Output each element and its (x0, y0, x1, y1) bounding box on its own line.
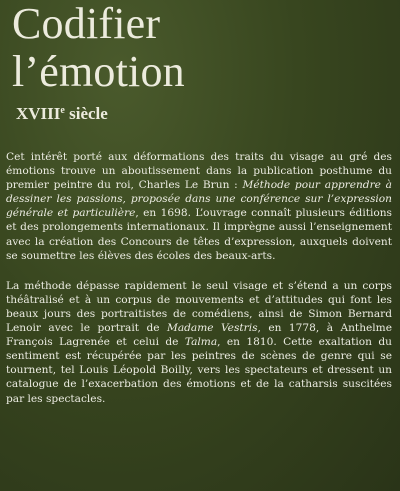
paragraph-2-text-a: La méthode dépasse rapidement le seul visage et s’étend a un corps théâtralisé et à un corpus de mouvements et d’attitudes qui font les beaux jours des portraitistes de comédiens, ainsi de Simon Bernard Lenoir avec le portrait de (6, 279, 392, 335)
subtitle-word: siècle (69, 104, 108, 123)
subtitle-century-suffix: e (60, 105, 65, 116)
paragraph-1 (6, 150, 392, 263)
paragraph-2-artwork-talma: Talma (184, 336, 218, 349)
paragraph-2-text-b: , en 1778, à Anthelme François Lagrenée et celui de (6, 322, 392, 349)
panel-title (12, 0, 185, 96)
paragraph-1-book-title: Méthode pour apprendre à dessiner les passions, proposée dans une conférence sur l’expression générale et particulière (6, 179, 392, 220)
title-line-2: l’émotion (12, 47, 185, 96)
subtitle-century: XVIII (16, 104, 61, 123)
paragraph-2 (6, 279, 392, 406)
paragraph-1-text-b: , en 1698. L’ouvrage connaît plusieurs éditions et des prolongements internationaux. Il imprègne aussi l’enseignement avec la création des Concours de têtes d’expression, auxquels doivent se soumettre les élèves des écoles des beaux-arts. (6, 207, 392, 262)
paragraph-2-artwork-vestris: Madame Vestris (166, 322, 258, 335)
panel-body (6, 150, 392, 422)
panel-subtitle (16, 104, 108, 124)
title-line-1: Codifier (12, 0, 161, 48)
paragraph-1-text-a: Cet intérêt porté aux déformations des traits du visage au gré des émotions trouve un aboutissement dans la publication posthume du premier peintre du roi, Charles Le Brun : (6, 151, 392, 192)
paragraph-2-text-c: , en 1810. Cette exaltation du sentiment est récupérée par les peintres de scènes de genre qui se tournent, tel Louis Léopold Boilly, vers les spectateurs et dressent un catalogue de l’exacerbation des émotions et de la catharsis suscitées par les spectacles. (6, 336, 392, 405)
